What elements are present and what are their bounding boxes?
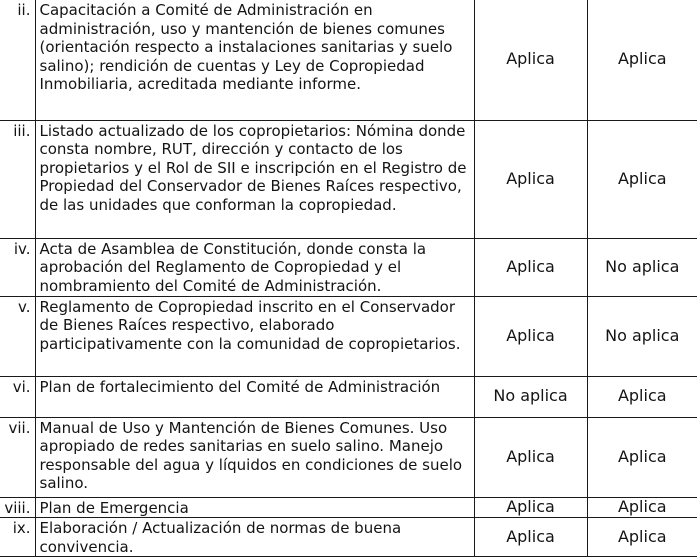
row-description: Manual de Uso y Mantención de Bienes Comunes. Uso apropiado de redes sanitarias en suelo salino. Manejo responsable del agua y líquidos en condiciones de suelo salino. [35, 417, 474, 497]
row-numeral: ix. [0, 518, 35, 557]
row-numeral: vii. [0, 417, 35, 497]
row-applies-col-a: Aplica [474, 296, 587, 376]
table-row [0, 120, 697, 238]
row-applies-col-b: Aplica [587, 518, 697, 557]
row-applies-col-b: No aplica [587, 238, 697, 296]
row-applies-col-a: Aplica [474, 417, 587, 497]
row-numeral: viii. [0, 497, 35, 518]
row-applies-col-a: Aplica [474, 120, 587, 238]
row-applies-col-a: Aplica [474, 497, 587, 518]
row-numeral: iii. [0, 120, 35, 238]
row-applies-col-b: Aplica [587, 0, 697, 120]
table-row [0, 497, 697, 518]
row-applies-col-b: Aplica [587, 376, 697, 417]
row-description: Elaboración / Actualización de normas de buena convivencia. [35, 518, 474, 557]
table-row [0, 238, 697, 296]
table-row [0, 296, 697, 376]
row-applies-col-b: No aplica [587, 296, 697, 376]
row-applies-col-a: No aplica [474, 376, 587, 417]
row-numeral: iv. [0, 238, 35, 296]
row-description: Listado actualizado de los copropietarios: Nómina donde consta nombre, RUT, dirección y contacto de los propietarios y el Rol de SII e inscripción en el Registro de Propiedad del Conservador de Bienes Raíces respectivo, de las unidades que conforman la copropiedad. [35, 120, 474, 238]
table-row [0, 376, 697, 417]
table-row [0, 0, 697, 120]
row-applies-col-b: Aplica [587, 497, 697, 518]
row-applies-col-a: Aplica [474, 0, 587, 120]
row-applies-col-a: Aplica [474, 238, 587, 296]
table-row [0, 417, 697, 497]
row-applies-col-b: Aplica [587, 417, 697, 497]
row-numeral: v. [0, 296, 35, 376]
row-description: Reglamento de Copropiedad inscrito en el Conservador de Bienes Raíces respectivo, elaborado participativamente con la comunidad de copropietarios. [35, 296, 474, 376]
row-description: Capacitación a Comité de Administración en administración, uso y mantención de bienes comunes (orientación respecto a instalaciones sanitarias y suelo salino); rendición de cuentas y Ley de Copropiedad Inmobiliaria, acreditada mediante informe. [35, 0, 474, 120]
row-applies-col-b: Aplica [587, 120, 697, 238]
row-description: Plan de Emergencia [35, 497, 474, 518]
row-description: Plan de fortalecimiento del Comité de Administración [35, 376, 474, 417]
row-applies-col-a: Aplica [474, 518, 587, 557]
table-row [0, 518, 697, 557]
row-numeral: vi. [0, 376, 35, 417]
row-description: Acta de Asamblea de Constitución, donde consta la aprobación del Reglamento de Copropiedad y el nombramiento del Comité de Administración. [35, 238, 474, 296]
row-numeral: ii. [0, 0, 35, 120]
